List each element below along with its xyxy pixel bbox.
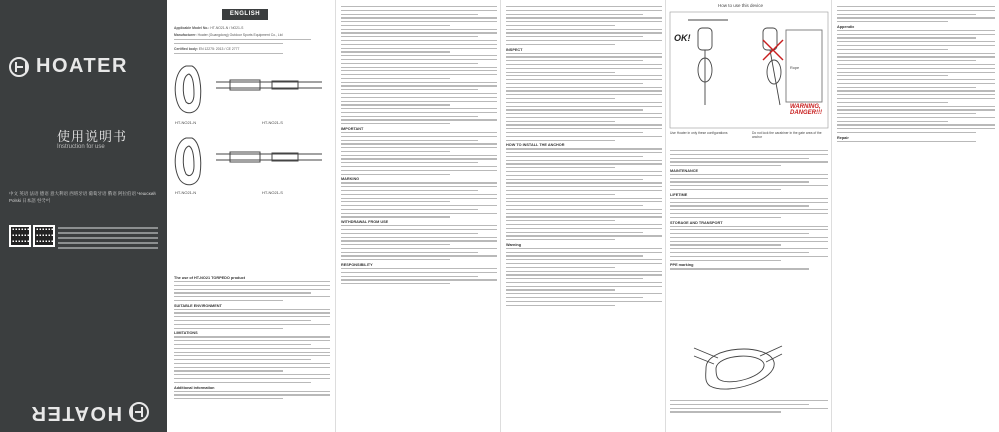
- heading-important: IMPORTANT: [341, 127, 364, 131]
- heading-warning: Warning: [506, 242, 522, 247]
- brand-name-rotated: HOATER: [30, 402, 122, 424]
- page-divider-2: [500, 0, 501, 432]
- certified-body-value: EN 12275: 2013 / CE 2777: [198, 46, 240, 51]
- heading-withdrawal: WITHDRAWAL FROM USE: [341, 220, 389, 225]
- column-3-text: [506, 6, 662, 432]
- qr-code-1: [9, 225, 31, 247]
- page-divider-3: [665, 0, 666, 432]
- heading-how-to-install: HOW TO INSTALL THE ANCHOR: [506, 143, 565, 148]
- certified-body-label: Certified body:: [174, 46, 199, 51]
- marking-diagram: [688, 336, 788, 400]
- cover-title: 使用说明书: [57, 129, 128, 144]
- cover-languages: 中文 英语 法语 德语 意大利语 西班牙语 葡萄牙语 俄语 阿拉伯语 Чешский Polski 日本語 한국어: [9, 191, 156, 203]
- heading-storage: STORAGE AND TRANSPORT: [670, 220, 723, 225]
- heading-limitations: LIMITATIONS: [174, 331, 198, 336]
- heading-marking: MARKING: [341, 177, 360, 182]
- heading-lifetime: LIFETIME: [670, 192, 688, 197]
- brand-logo-icon: [9, 57, 29, 77]
- heading-ppe-marking: PPE marking: [670, 263, 694, 268]
- column-4-text: [670, 150, 828, 350]
- manufacturer-value: Hoater (Guangdong) Outdoor Sports Equipment Co., Ltd: [197, 32, 283, 37]
- diagram-warning-label: WARNING, DANGER!!!: [790, 104, 822, 116]
- manufacturer-info: [174, 26, 330, 57]
- diagram-rope-label: Rope: [790, 66, 800, 70]
- product-label-1: HT-NO21-N: [175, 120, 197, 125]
- qr-code-2: [33, 225, 55, 247]
- heading-repair: Repair: [837, 135, 849, 140]
- product-label-4: HT-NO21-S: [262, 190, 283, 195]
- page-divider-1: [335, 0, 336, 432]
- diagram-caption-ok: Use Hoater in only these configurations: [670, 131, 728, 135]
- heading-additional-information: Additional information: [174, 385, 215, 390]
- heading-appendix: Appendix: [837, 24, 855, 29]
- language-badge: ENGLISH: [222, 9, 268, 20]
- marking-legend: [670, 400, 828, 430]
- cover-fine-print: [58, 227, 158, 252]
- brand-logo-icon: [129, 403, 149, 423]
- model-label: Applicable Model No.:: [174, 26, 211, 30]
- manufacturer-label: Manufacturer:: [174, 32, 198, 37]
- product-label-3: HT-NO21-N: [175, 190, 197, 195]
- product-label-2: HT-NO21-S: [262, 120, 283, 125]
- heading-suitable-environment: SUITABLE ENVIRONMENT: [174, 303, 222, 308]
- page-divider-4: [831, 0, 832, 432]
- cover-panel: [0, 0, 167, 432]
- brand-logo: [9, 55, 128, 78]
- heading-inspect: INSPECT: [506, 47, 523, 52]
- cover-subtitle: Instruction for use: [57, 144, 105, 150]
- diagram-ok-label: OK!: [674, 33, 691, 43]
- heading-responsibility: RESPONSIBILITY: [341, 263, 373, 267]
- column-2-text: [341, 6, 497, 432]
- diagram-frame-title: How to use this device: [718, 3, 764, 8]
- column-1-text: [174, 274, 330, 432]
- heading-maintenance: MAINTENANCE: [670, 168, 699, 173]
- diagram-caption-warning: Do not lock the carabiner in the gate area of the anchor: [752, 131, 822, 139]
- column-5-text: [837, 6, 995, 432]
- brand-name: HOATER: [36, 55, 128, 77]
- brand-logo-rotated: [30, 401, 149, 424]
- anchor-drawings: [172, 58, 332, 198]
- model-value: HT-NO21-N / NO21-S: [210, 26, 244, 30]
- heading-use: The use of HT-NO21 TORPEDO product: [174, 276, 246, 280]
